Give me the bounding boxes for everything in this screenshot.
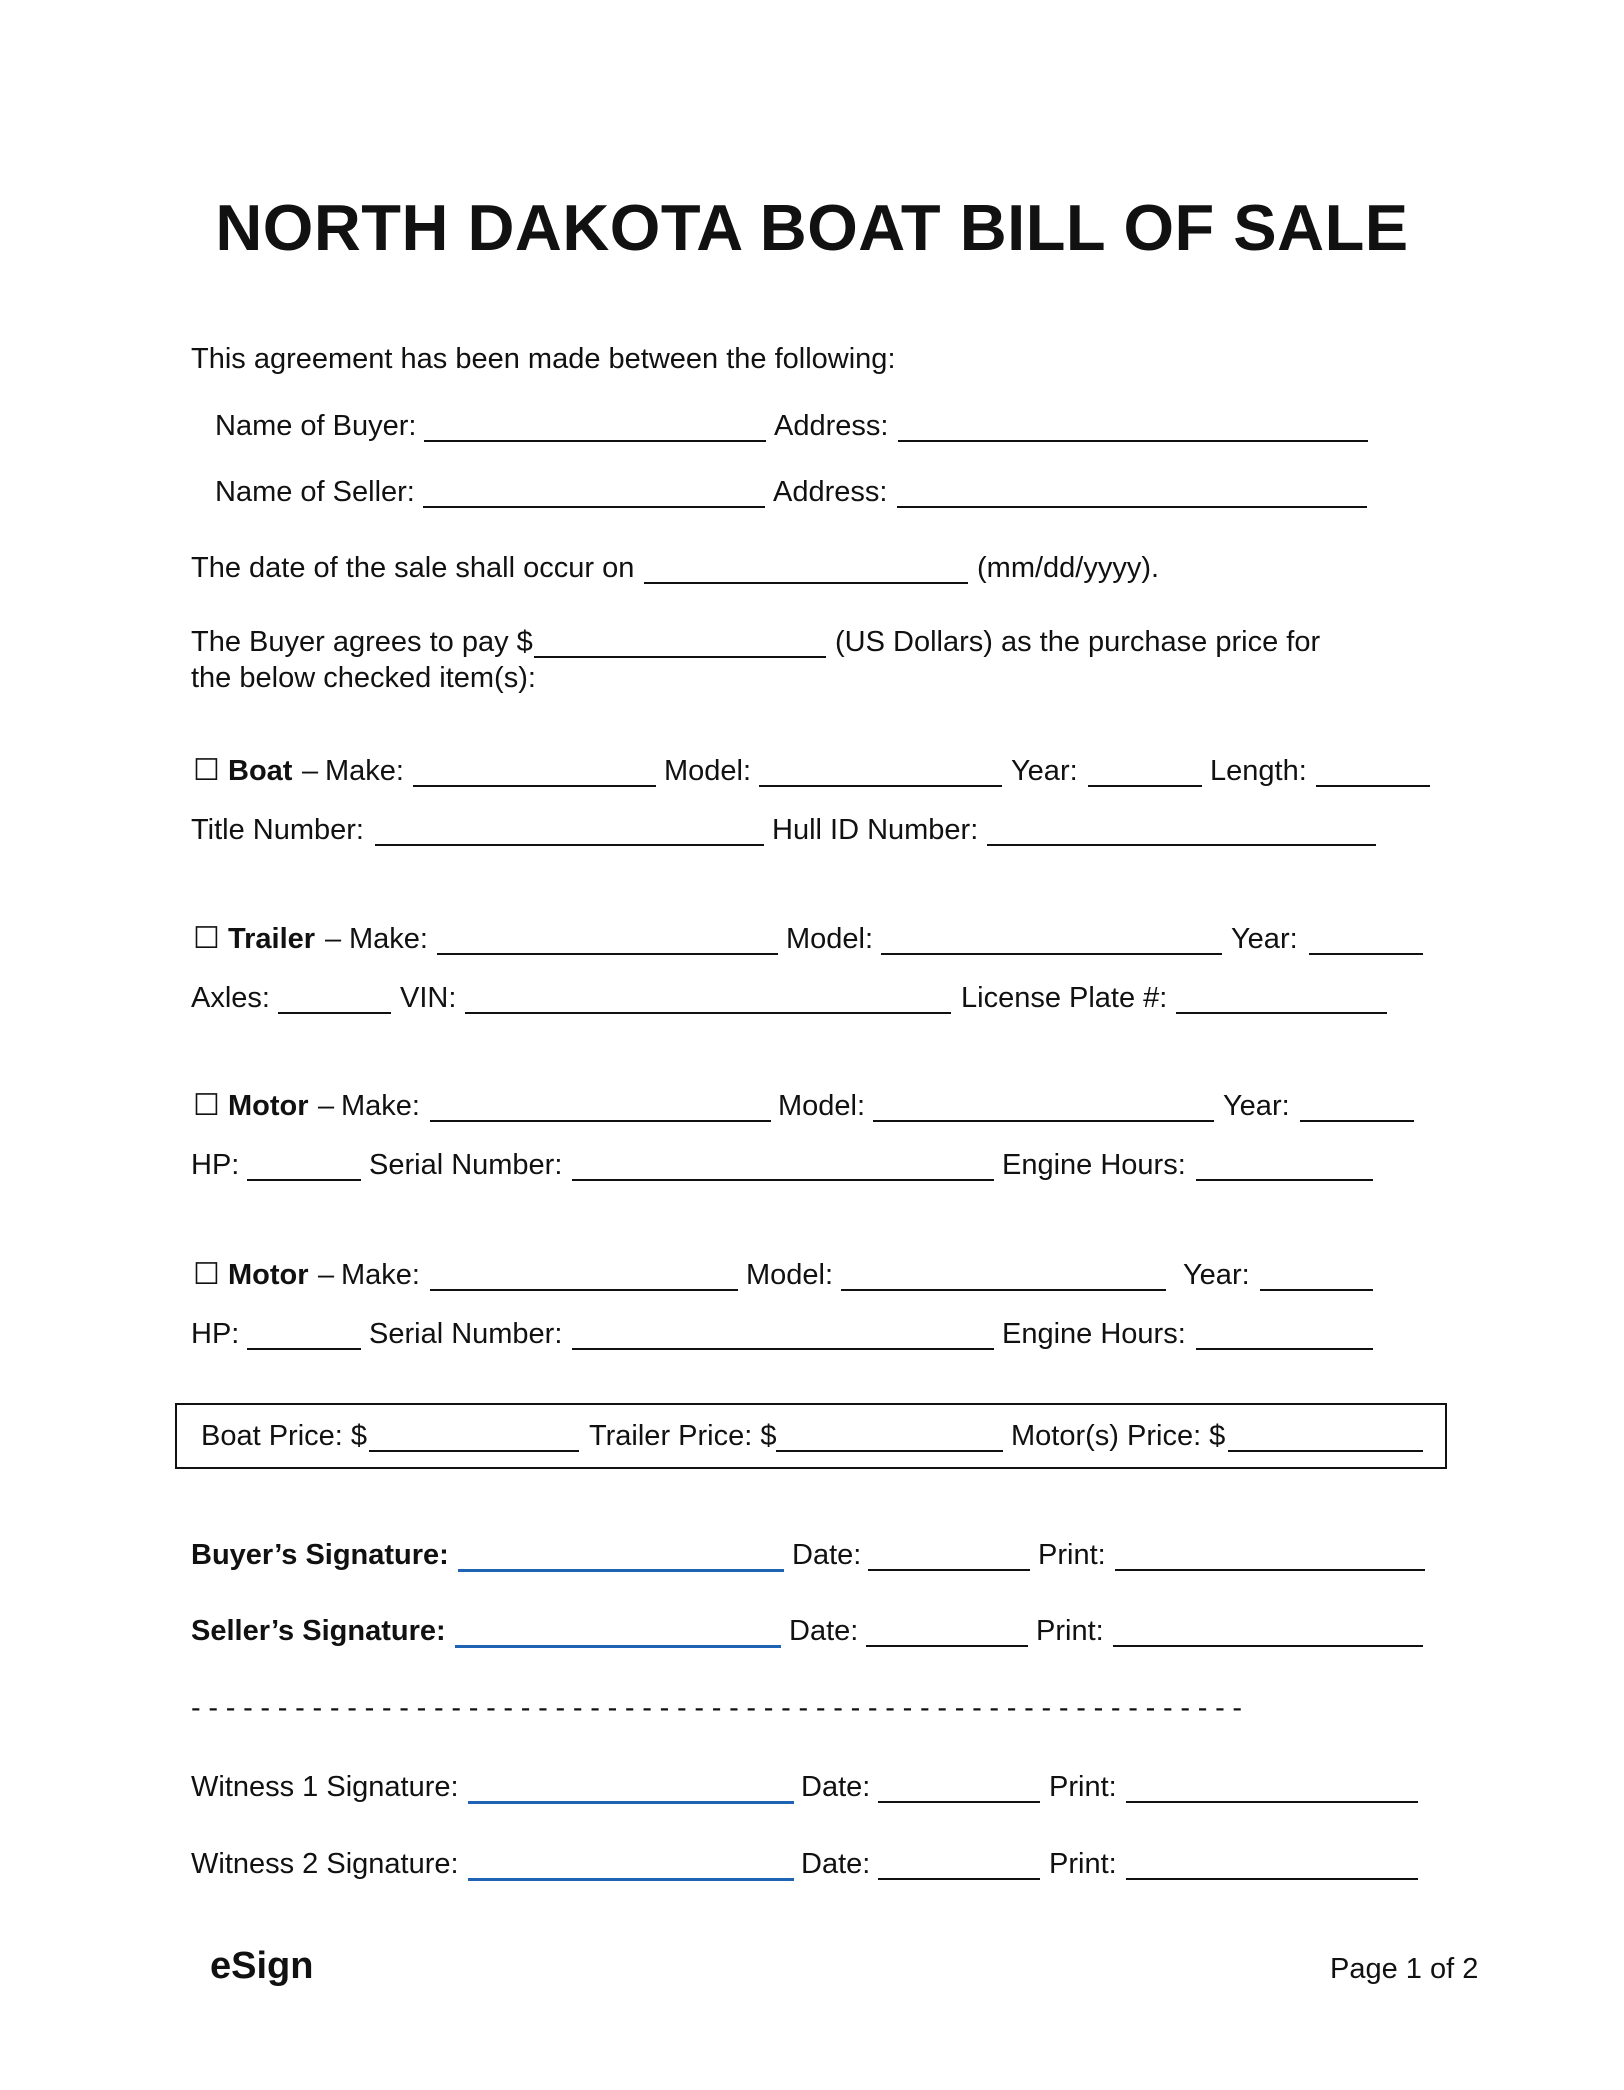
- motor2-make-field[interactable]: [430, 1289, 738, 1291]
- trailer-plate-label: License Plate #:: [961, 982, 1168, 1014]
- motor2-checkbox[interactable]: ☐: [193, 1258, 220, 1291]
- motor1-year-label: Year:: [1223, 1090, 1290, 1122]
- motor1-serial-label: Serial Number:: [369, 1149, 563, 1181]
- buyer-signature-field[interactable]: [458, 1569, 784, 1572]
- trailer-axles-field[interactable]: [278, 1012, 391, 1014]
- seller-signature-field[interactable]: [455, 1645, 781, 1648]
- seller-date-label: Date:: [789, 1615, 859, 1647]
- trailer-plate-field[interactable]: [1176, 1012, 1387, 1014]
- trailer-make-label: Make:: [349, 923, 428, 955]
- trailer-year-field[interactable]: [1309, 953, 1423, 955]
- buyer-signature-label: Buyer’s Signature:: [191, 1539, 449, 1571]
- boat-year-label: Year:: [1011, 755, 1078, 787]
- witness1-signature-field[interactable]: [468, 1801, 794, 1804]
- motor2-hours-label: Engine Hours:: [1002, 1318, 1186, 1350]
- trailer-label: Trailer: [228, 923, 316, 955]
- payment-amount-field[interactable]: [534, 656, 826, 658]
- seller-address-field[interactable]: [897, 506, 1367, 508]
- witness2-print-label: Print:: [1049, 1848, 1117, 1880]
- seller-signature-label: Seller’s Signature:: [191, 1615, 446, 1647]
- trailer-checkbox[interactable]: ☐: [193, 922, 220, 955]
- dashed-separator: -------------------------------------------------------------: [191, 1692, 1250, 1724]
- boat-checkbox[interactable]: ☐: [193, 754, 220, 787]
- trailer-vin-field[interactable]: [465, 1012, 951, 1014]
- buyer-date-field[interactable]: [868, 1569, 1030, 1571]
- seller-date-field[interactable]: [866, 1645, 1028, 1647]
- motor1-serial-field[interactable]: [572, 1179, 994, 1181]
- motor2-serial-field[interactable]: [572, 1348, 994, 1350]
- motor2-hours-field[interactable]: [1196, 1348, 1373, 1350]
- trailer-model-label: Model:: [786, 923, 874, 955]
- seller-print-label: Print:: [1036, 1615, 1104, 1647]
- boat-make-field[interactable]: [413, 785, 656, 787]
- motor2-dash: –: [318, 1259, 335, 1291]
- motor-price-field[interactable]: [1228, 1450, 1423, 1452]
- boat-length-field[interactable]: [1316, 785, 1430, 787]
- motor1-dash: –: [318, 1090, 335, 1122]
- intro-text: This agreement has been made between the following:: [191, 343, 896, 375]
- witness1-date-label: Date:: [801, 1771, 871, 1803]
- sale-date-prefix: The date of the sale shall occur on: [191, 552, 635, 584]
- motor-price-label: Motor(s) Price: $: [1011, 1420, 1226, 1452]
- buyer-address-field[interactable]: [898, 440, 1368, 442]
- boat-hull-id-label: Hull ID Number:: [772, 814, 979, 846]
- boat-length-label: Length:: [1210, 755, 1307, 787]
- motor1-label: Motor: [228, 1090, 309, 1122]
- witness1-signature-label: Witness 1 Signature:: [191, 1771, 459, 1803]
- trailer-price-label: Trailer Price: $: [589, 1420, 777, 1452]
- trailer-price-field[interactable]: [776, 1450, 1003, 1452]
- motor1-make-field[interactable]: [430, 1120, 771, 1122]
- boat-title-number-field[interactable]: [375, 844, 764, 846]
- motor1-checkbox[interactable]: ☐: [193, 1089, 220, 1122]
- motor2-hp-label: HP:: [191, 1318, 240, 1350]
- seller-name-field[interactable]: [423, 506, 765, 508]
- boat-price-label: Boat Price: $: [201, 1420, 368, 1452]
- motor1-model-field[interactable]: [873, 1120, 1214, 1122]
- payment-prefix: The Buyer agrees to pay $: [191, 626, 533, 658]
- boat-model-field[interactable]: [759, 785, 1002, 787]
- witness2-signature-label: Witness 2 Signature:: [191, 1848, 459, 1880]
- motor1-model-label: Model:: [778, 1090, 866, 1122]
- motor2-hp-field[interactable]: [247, 1348, 361, 1350]
- esign-logo: eSign: [210, 1945, 314, 1987]
- trailer-axles-label: Axles:: [191, 982, 270, 1014]
- trailer-year-label: Year:: [1231, 923, 1298, 955]
- motor2-serial-label: Serial Number:: [369, 1318, 563, 1350]
- buyer-print-field[interactable]: [1115, 1569, 1425, 1571]
- motor2-label: Motor: [228, 1259, 309, 1291]
- boat-title-number-label: Title Number:: [191, 814, 364, 846]
- witness1-date-field[interactable]: [878, 1801, 1040, 1803]
- trailer-model-field[interactable]: [881, 953, 1222, 955]
- witness2-date-field[interactable]: [878, 1878, 1040, 1880]
- buyer-name-label: Name of Buyer:: [215, 410, 417, 442]
- motor1-hours-field[interactable]: [1196, 1179, 1373, 1181]
- page-number: Page 1 of 2: [1330, 1953, 1479, 1985]
- buyer-date-label: Date:: [792, 1539, 862, 1571]
- motor1-hp-field[interactable]: [247, 1179, 361, 1181]
- boat-dash: –: [302, 755, 319, 787]
- witness1-print-label: Print:: [1049, 1771, 1117, 1803]
- buyer-address-label: Address:: [774, 410, 889, 442]
- buyer-print-label: Print:: [1038, 1539, 1106, 1571]
- boat-label: Boat: [228, 755, 293, 787]
- motor2-model-label: Model:: [746, 1259, 834, 1291]
- payment-line2: the below checked item(s):: [191, 662, 536, 694]
- seller-address-label: Address:: [773, 476, 888, 508]
- page-title: NORTH DAKOTA BOAT BILL OF SALE: [215, 191, 1409, 264]
- trailer-make-field[interactable]: [437, 953, 778, 955]
- witness1-print-field[interactable]: [1126, 1801, 1418, 1803]
- seller-print-field[interactable]: [1113, 1645, 1423, 1647]
- motor1-hours-label: Engine Hours:: [1002, 1149, 1186, 1181]
- motor2-year-field[interactable]: [1260, 1289, 1373, 1291]
- motor2-make-label: Make:: [341, 1259, 420, 1291]
- boat-hull-id-field[interactable]: [987, 844, 1376, 846]
- sale-date-format: (mm/dd/yyyy).: [977, 552, 1160, 584]
- boat-make-label: Make:: [325, 755, 404, 787]
- motor1-make-label: Make:: [341, 1090, 420, 1122]
- seller-name-label: Name of Seller:: [215, 476, 415, 508]
- buyer-name-field[interactable]: [424, 440, 766, 442]
- motor2-year-label: Year:: [1183, 1259, 1250, 1291]
- motor1-year-field[interactable]: [1300, 1120, 1414, 1122]
- motor2-model-field[interactable]: [841, 1289, 1166, 1291]
- trailer-vin-label: VIN:: [400, 982, 457, 1014]
- motor1-hp-label: HP:: [191, 1149, 240, 1181]
- witness2-print-field[interactable]: [1126, 1878, 1418, 1880]
- boat-year-field[interactable]: [1088, 785, 1202, 787]
- witness2-date-label: Date:: [801, 1848, 871, 1880]
- payment-suffix: (US Dollars) as the purchase price for: [835, 626, 1321, 658]
- sale-date-field[interactable]: [644, 582, 968, 584]
- trailer-dash: –: [325, 923, 342, 955]
- boat-model-label: Model:: [664, 755, 752, 787]
- boat-price-field[interactable]: [369, 1450, 579, 1452]
- witness2-signature-field[interactable]: [468, 1878, 794, 1881]
